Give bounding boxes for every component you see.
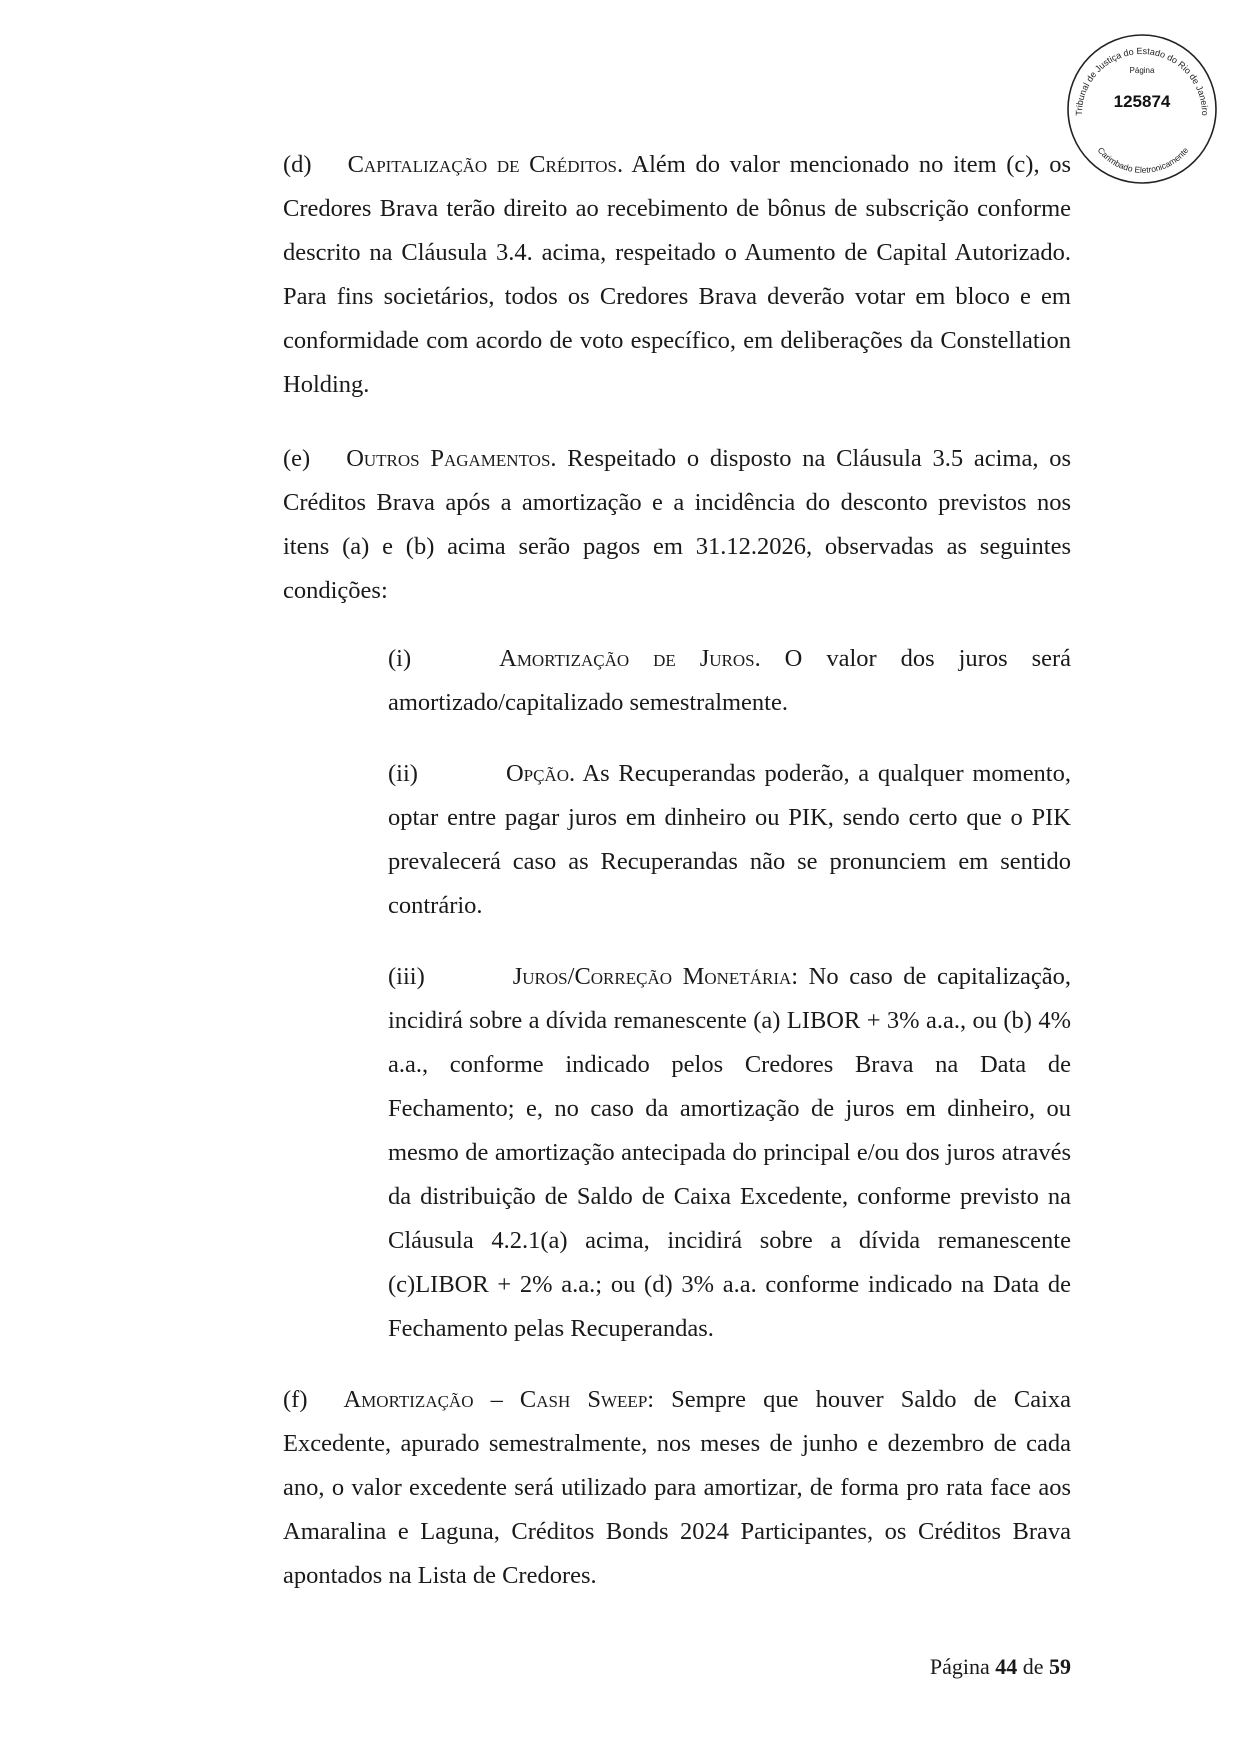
clause-e-iii bbox=[388, 955, 1071, 1351]
stamp-arc-bottom-text: Carimbado Eletronicamente bbox=[1095, 145, 1191, 175]
clause-e-text: . Respeitado o disposto na Cláusula 3.5 acima, os Créditos Brava após a amortização e a incidência do desconto previstos nos itens (a) e (b) acima serão pagos em 31.12.2026, observadas as seguintes condições: bbox=[283, 445, 1072, 604]
clause-f bbox=[283, 1378, 1071, 1598]
stamp-label: Página bbox=[1129, 66, 1155, 75]
clause-e-i-text: . O valor dos juros será amortizado/capitalizado semestralmente. bbox=[388, 645, 1072, 716]
footer-page: 44 bbox=[995, 1654, 1018, 1679]
clause-e-heading: Outros Pagamentos bbox=[346, 445, 551, 472]
stamp-arc-top-text: Tribunal de Justiça do Estado do Rio de Janeiro bbox=[1073, 45, 1211, 116]
clause-e-ii-heading: Opção bbox=[505, 760, 569, 787]
clause-e bbox=[283, 437, 1071, 613]
footer-of: de bbox=[1022, 1654, 1044, 1679]
clause-d-marker: (d) bbox=[283, 151, 312, 178]
clause-e-iii-marker: (iii) bbox=[388, 963, 425, 990]
stamp-seal-graphic bbox=[1063, 30, 1221, 188]
clause-e-iii-heading: Juros/Correção Monetária bbox=[512, 963, 792, 990]
page-number-footer bbox=[900, 1652, 1071, 1682]
clause-e-ii bbox=[388, 752, 1071, 928]
clause-f-marker: (f) bbox=[283, 1386, 308, 1413]
clause-d-text: . Além do valor mencionado no item (c), os Credores Brava terão direito ao recebimento de bônus de subscrição conforme descrito na Cláusula 3.4. acima, respeitado o Aumento de Capital Autorizado. Para fins societários, todos os Credores Brava deverão votar em bloco e em conformidade com acordo de voto específico, em deliberações da Constellation Holding. bbox=[283, 151, 1071, 398]
footer-prefix: Página bbox=[929, 1654, 990, 1679]
clause-e-i-marker: (i) bbox=[388, 645, 412, 672]
clause-f-heading: Amortização – Cash Sweep bbox=[343, 1386, 648, 1413]
clause-e-i-heading: Amortização de Juros bbox=[499, 645, 755, 672]
footer-total: 59 bbox=[1049, 1654, 1071, 1679]
clause-d-heading: Capitalização de Créditos bbox=[347, 151, 617, 178]
stamp-number: 125874 bbox=[1113, 92, 1171, 111]
clause-d bbox=[283, 143, 1071, 407]
clause-e-ii-marker: (ii) bbox=[388, 760, 418, 787]
clause-e-marker: (e) bbox=[283, 445, 311, 472]
clause-e-ii-text: . As Recuperandas poderão, a qualquer momento, optar entre pagar juros em dinheiro ou PIK, sendo certo que o PIK prevalecerá caso as Recuperandas não se pronunciem em sentido contrário. bbox=[388, 760, 1071, 919]
electronic-stamp bbox=[1063, 30, 1221, 188]
clause-e-iii-text: : No caso de capitalização, incidirá sobre a dívida remanescente (a) LIBOR + 3% a.a., ou (b) 4% a.a., conforme indicado pelos Credores Brava na Data de Fechamento; e, no caso da amortização de juros em dinheiro, ou mesmo de amortização antecipada do principal e/ou dos juros através da distribuição de Saldo de Caixa Excedente, conforme previsto na Cláusula 4.2.1(a) acima, incidirá sobre a dívida remanescente (c)LIBOR + 2% a.a.; ou (d) 3% a.a. conforme indicado na Data de Fechamento pelas Recuperandas. bbox=[388, 963, 1071, 1342]
clause-f-text: : Sempre que houver Saldo de Caixa Excedente, apurado semestralmente, nos meses de junho e dezembro de cada ano, o valor excedente será utilizado para amortizar, de forma pro rata face aos Amaralina e Laguna, Créditos Bonds 2024 Participantes, os Créditos Brava apontados na Lista de Credores. bbox=[283, 1386, 1071, 1589]
clause-e-i bbox=[388, 637, 1071, 725]
